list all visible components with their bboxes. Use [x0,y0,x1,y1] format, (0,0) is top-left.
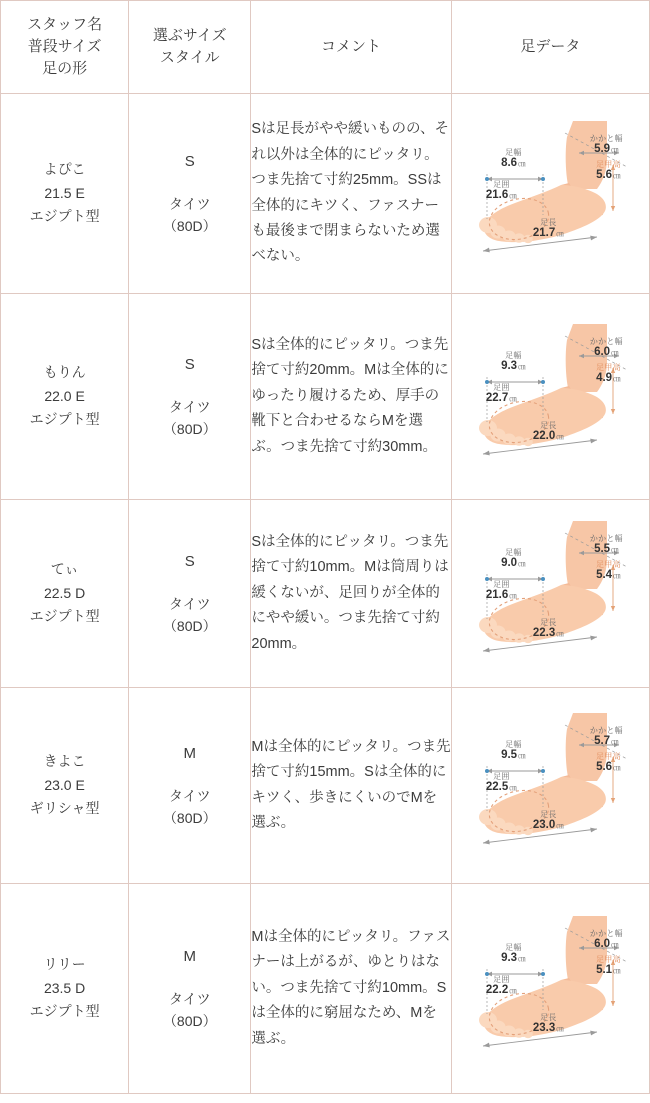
foot-length-label [515,1014,581,1034]
instep-height-label [579,561,637,581]
foot-girth-title: 足囲 [493,382,510,392]
chosen-size-cell [129,94,251,294]
foot-width-label [485,741,541,761]
foot-length-title: 足長 [540,617,557,627]
foot-data-cell [451,500,649,688]
foot-girth-label [473,384,529,404]
foot-width-title: 足幅 [505,350,522,360]
foot-diagram [457,519,643,669]
heel-width-label [575,338,637,358]
chosen-size-header [129,1,251,94]
foot-girth-title: 足囲 [493,771,510,781]
foot-length-title: 足長 [540,420,557,430]
foot-data-cell [451,294,649,500]
style-name: タイツ [168,398,211,415]
foot-diagram [457,711,643,861]
chosen-size: M [183,948,197,966]
foot-length-title: 足長 [540,217,557,227]
table-body [1,94,650,1094]
heel-width-value: 5.5㎝ [594,542,619,555]
usual-size: 22.0 E [44,387,85,404]
foot-width-value: 9.3㎝ [501,951,526,964]
foot-girth-label [473,773,529,793]
staff-name-cell [1,688,129,884]
staff-name: よぴこ [43,160,86,177]
header-line: 選ぶサイズ [152,27,227,45]
foot-shape: エジプト型 [29,608,100,625]
foot-girth-value: 22.7㎝ [485,391,517,404]
chosen-size: S [184,356,195,374]
chosen-size-cell [129,294,251,500]
heel-width-title: かかと幅 [589,133,623,143]
heel-width-title: かかと幅 [589,725,623,735]
instep-height-label [579,161,637,181]
foot-width-title: 足幅 [505,547,522,557]
foot-length-value: 23.3㎝ [532,1021,564,1034]
chosen-size: S [184,153,195,171]
heel-width-value: 6.0㎝ [594,937,619,950]
usual-size: 23.0 E [44,776,85,793]
instep-height-label [579,956,637,976]
foot-shape: エジプト型 [29,411,100,428]
foot-girth-title: 足囲 [493,974,510,984]
foot-shape: ギリシャ型 [29,800,100,817]
instep-height-title: 足甲高 [596,954,621,964]
foot-diagram [457,119,643,269]
style-name: タイツ [168,990,211,1007]
foot-width-title: 足幅 [505,147,522,157]
foot-diagram [457,322,643,472]
style-name: タイツ [168,787,211,804]
foot-data-cell [451,688,649,884]
comment-cell: Sは足長がやや緩いものの、それ以外は全体的にピッタリ。つま先捨て寸約25mm。SSは全体的にキツく、ファスナーも最後まで閉まらないため選べない。 [251,94,451,294]
style-name: タイツ [168,195,211,212]
instep-height-label [579,364,637,384]
heel-width-label [575,930,637,950]
foot-length-title: 足長 [540,1012,557,1022]
table-row [1,294,650,500]
heel-width-value: 5.9㎝ [594,142,619,155]
instep-height-value: 5.1㎝ [596,963,621,976]
foot-length-value: 21.7㎝ [532,226,564,239]
foot-girth-value: 22.2㎝ [485,983,517,996]
foot-length-label [515,811,581,831]
foot-girth-label [473,976,529,996]
foot-length-value: 22.0㎝ [532,429,564,442]
instep-height-value: 4.9㎝ [596,371,621,384]
header-line: スタッフ名 [27,16,103,34]
heel-width-value: 5.7㎝ [594,734,619,747]
style-denier: （80D） [162,218,217,235]
staff-name: もりん [43,363,86,380]
comment-cell: Mは全体的にピッタリ。ファスナーは上がるが、ゆとりはない。つま先捨て寸約10mm。Sは全体的に窮屈なため、Mを選ぶ。 [251,884,451,1094]
staff-name-header [1,1,129,94]
chosen-size-cell [129,500,251,688]
instep-height-value: 5.6㎝ [596,168,621,181]
foot-width-label [485,944,541,964]
staff-name-cell [1,884,129,1094]
header-line: スタイル [159,49,220,66]
style-denier: （80D） [162,421,217,438]
foot-girth-value: 22.5㎝ [485,780,517,793]
instep-height-title: 足甲高 [596,559,621,569]
foot-girth-value: 21.6㎝ [485,188,517,201]
table-row [1,688,650,884]
instep-height-value: 5.4㎝ [596,568,621,581]
heel-width-title: かかと幅 [589,928,623,938]
foot-shape: エジプト型 [29,1003,100,1020]
heel-width-label [575,135,637,155]
instep-height-title: 足甲高 [596,751,621,761]
comment-cell: Sは全体的にピッタリ。つま先捨て寸約20mm。Mは全体的にゆったり履けるため、厚手の靴下と合わせるならMを選ぶ。つま先捨て寸約30mm。 [251,294,451,500]
foot-diagram [457,914,643,1064]
style-denier: （80D） [162,618,217,635]
style-name: タイツ [168,595,211,612]
foot-width-value: 9.3㎝ [501,359,526,372]
foot-girth-title: 足囲 [493,179,510,189]
foot-shape: エジプト型 [29,208,100,225]
foot-length-title: 足長 [540,809,557,819]
foot-data-cell [451,884,649,1094]
foot-girth-label [473,181,529,201]
foot-girth-title: 足囲 [493,579,510,589]
foot-width-title: 足幅 [505,739,522,749]
foot-length-value: 22.3㎝ [532,626,564,639]
table-header-row [1,1,650,94]
chosen-size: S [184,553,195,571]
heel-width-label [575,535,637,555]
chosen-size-cell [129,688,251,884]
staff-name-cell [1,294,129,500]
foot-width-title: 足幅 [505,942,522,952]
usual-size: 21.5 E [44,184,85,201]
staff-name-cell [1,500,129,688]
foot-girth-label [473,581,529,601]
foot-length-label [515,422,581,442]
foot-width-label [485,149,541,169]
style-denier: （80D） [162,810,217,827]
foot-length-value: 23.0㎝ [532,818,564,831]
heel-width-title: かかと幅 [589,336,623,346]
header-line: 足の形 [42,59,88,77]
staff-name: てぃ [50,560,79,577]
staff-name: きよこ [43,752,86,769]
instep-height-title: 足甲高 [596,362,621,372]
foot-width-value: 8.6㎝ [501,156,526,169]
usual-size: 23.5 D [43,979,86,996]
foot-length-label [515,619,581,639]
foot-width-label [485,352,541,372]
comment-cell: Sは全体的にピッタリ。つま先捨て寸約10mm。Mは筒周りは緩くないが、足回りが全体的にやや緩い。つま先捨て寸約20mm。 [251,500,451,688]
chosen-size-cell [129,884,251,1094]
foot-length-label [515,219,581,239]
usual-size: 22.5 D [43,584,86,601]
heel-width-value: 6.0㎝ [594,345,619,358]
instep-height-value: 5.6㎝ [596,760,621,773]
foot-girth-value: 21.6㎝ [485,588,517,601]
instep-height-title: 足甲高 [596,159,621,169]
foot-data-header [451,1,649,94]
foot-width-value: 9.0㎝ [501,556,526,569]
heel-width-title: かかと幅 [589,533,623,543]
table-row [1,500,650,688]
foot-width-value: 9.5㎝ [501,748,526,761]
foot-width-label [485,549,541,569]
staff-name: リリー [43,955,86,972]
table-row [1,94,650,294]
chosen-size: M [183,745,197,763]
comment-cell: Mは全体的にピッタリ。つま先捨て寸約15mm。Sは全体的にキツく、歩きにくいのでMを選ぶ。 [251,688,451,884]
heel-width-label [575,727,637,747]
instep-height-label [579,753,637,773]
table-row [1,884,650,1094]
foot-data-cell [451,94,649,294]
comment-header [251,1,451,94]
header-line: コメント [321,38,382,56]
header-line: 普段サイズ [27,38,102,56]
header-line: 足データ [520,38,581,56]
style-denier: （80D） [162,1013,217,1030]
staff-name-cell [1,94,129,294]
